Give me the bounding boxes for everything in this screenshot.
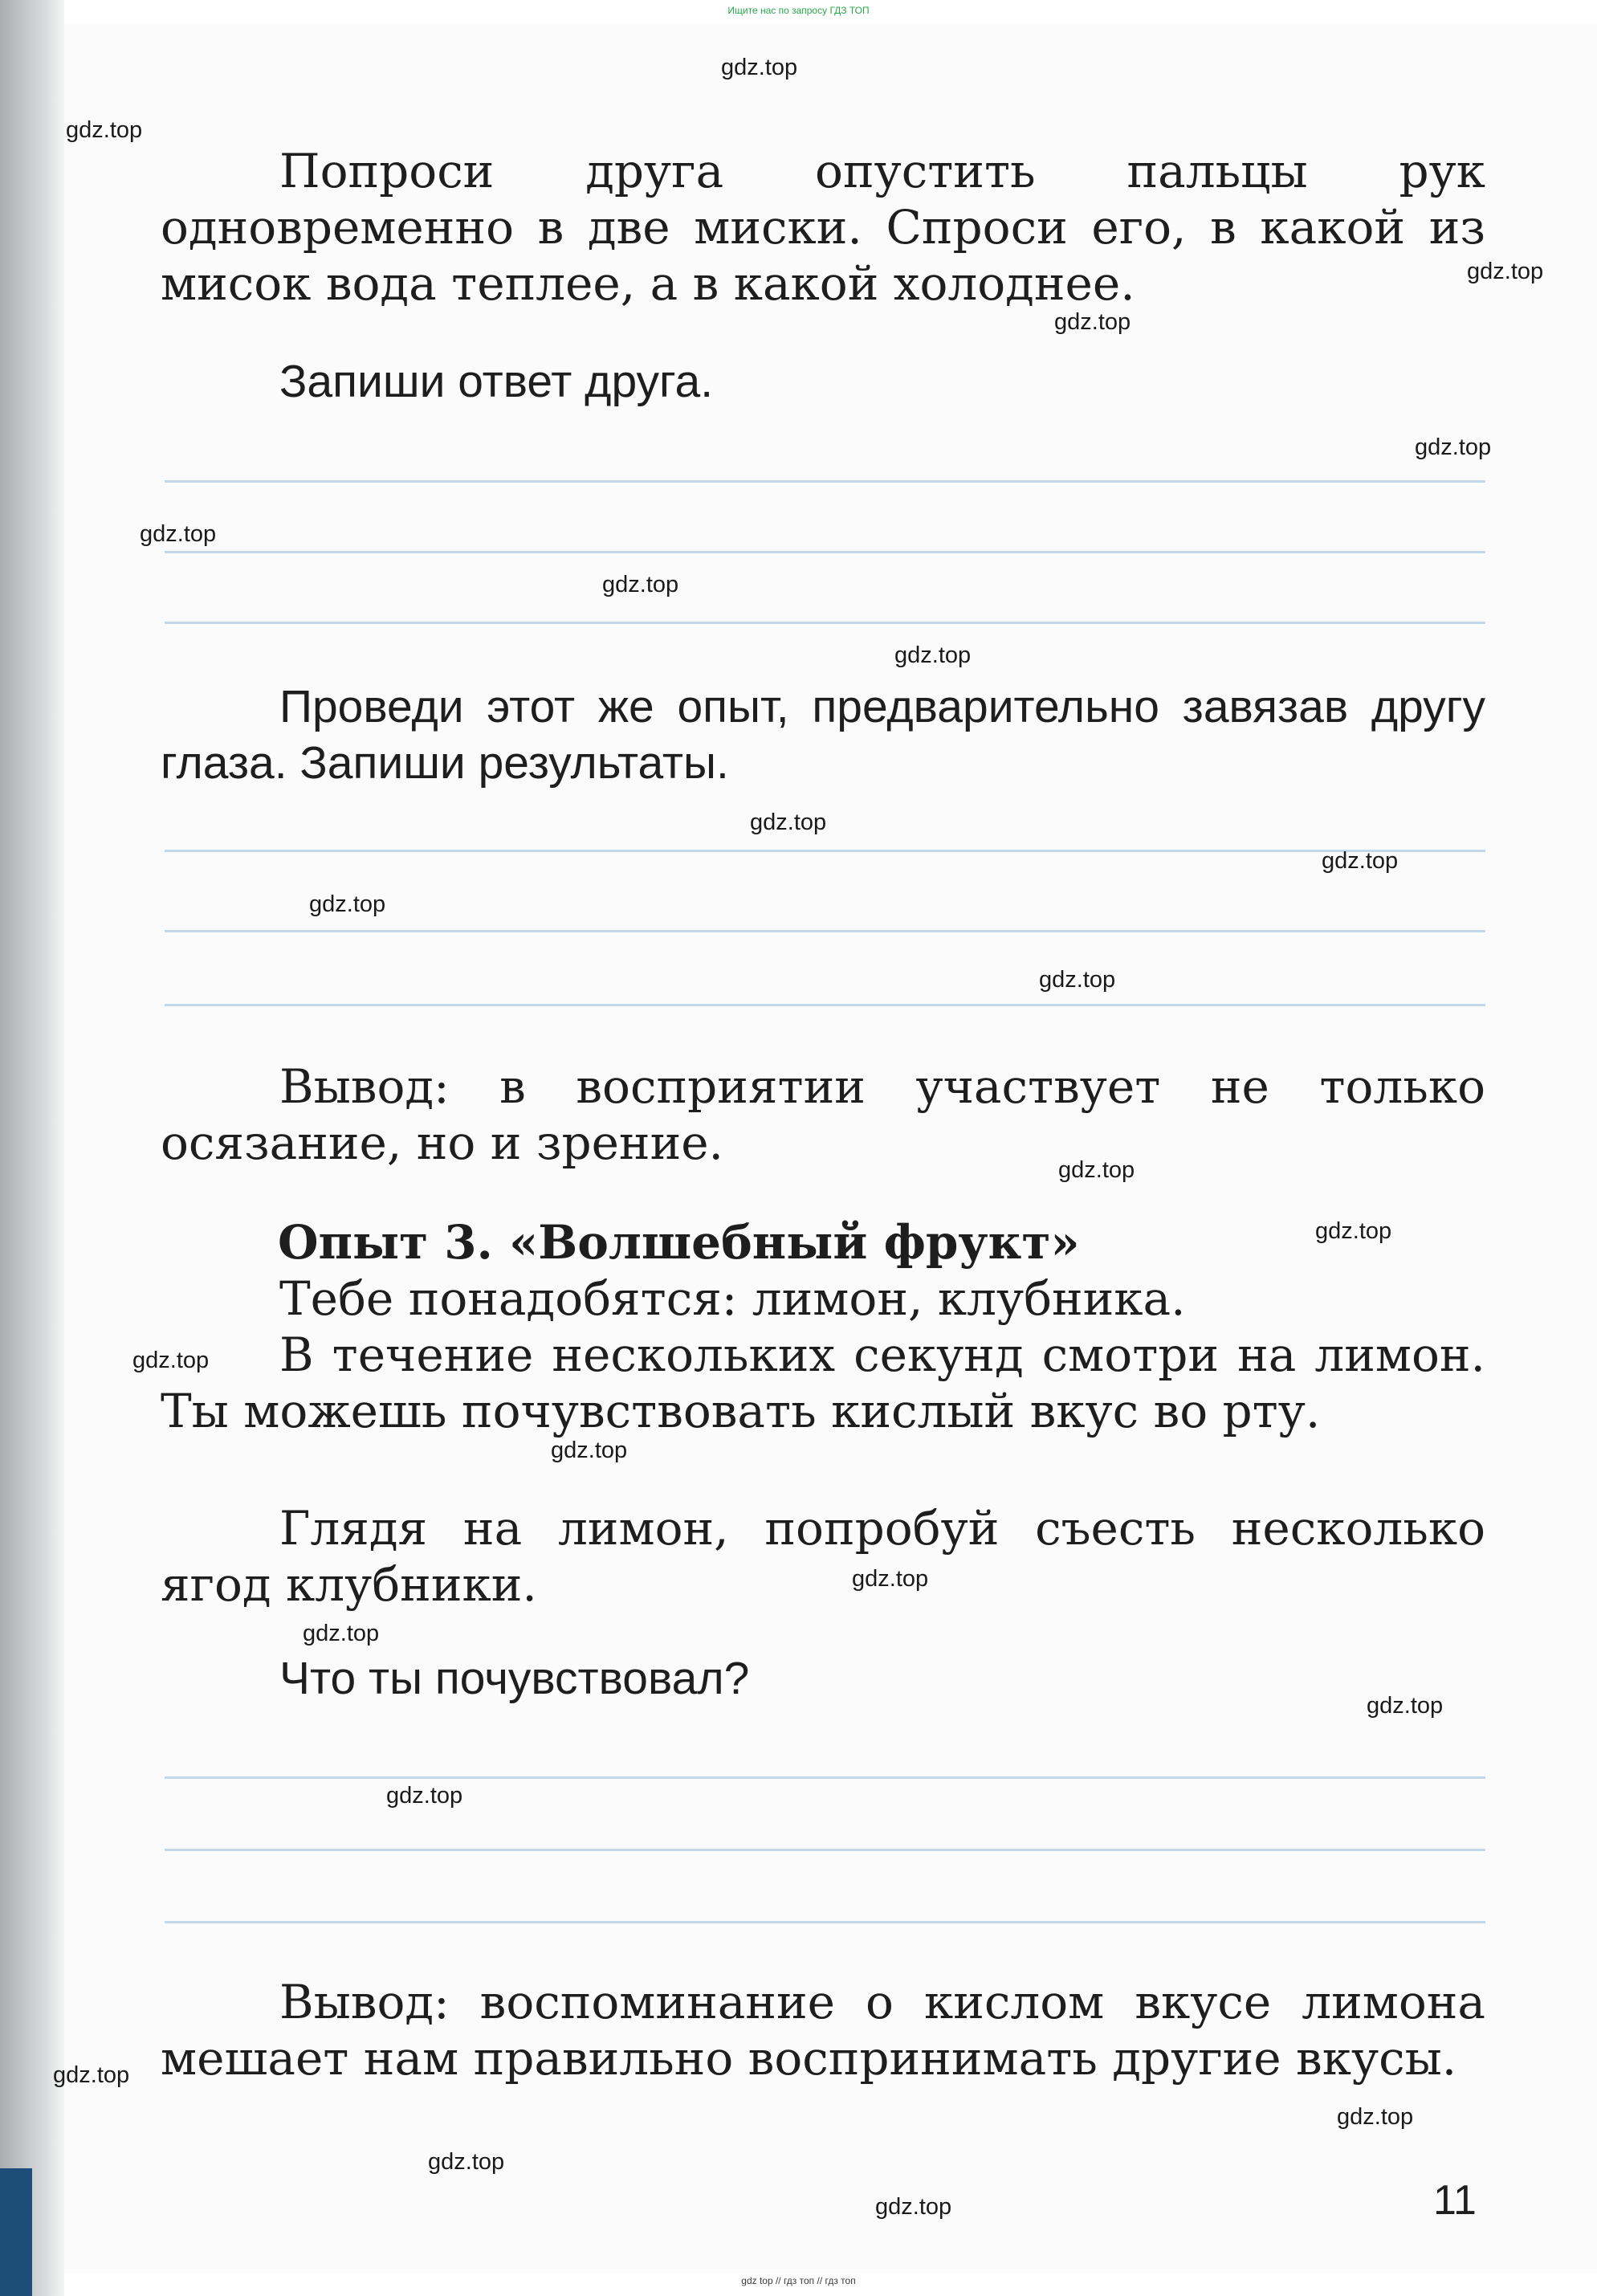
watermark: gdz.top (1337, 2104, 1414, 2130)
watermark: gdz.top (852, 1566, 929, 1592)
watermark: gdz.top (602, 572, 679, 597)
answer-line[interactable] (165, 622, 1485, 624)
conclusion-1: Вывод: в восприятии участвует не только осязание, но и зрение. (161, 1059, 1485, 1170)
answer-line[interactable] (165, 850, 1485, 852)
watermark: gdz.top (1415, 434, 1492, 460)
instruction-look-lemon: В течение нескольких секунд смотри на лимон. Ты можешь почувствовать кислый вкус во рту. (161, 1327, 1485, 1438)
instruction-dip-fingers: Попроси друга опустить пальцы рук одновременно в две миски. Спроси его, в какой из мисок вода теплее, а в какой холоднее. (161, 144, 1485, 311)
answer-line[interactable] (165, 930, 1485, 932)
answer-line[interactable] (165, 480, 1485, 483)
watermark: gdz.top (1058, 1157, 1135, 1183)
materials-needed: Тебе понадобятся: лимон, клубника. (279, 1271, 1186, 1326)
watermark: gdz.top (386, 1783, 463, 1809)
watermark: gdz.top (428, 2149, 505, 2175)
watermark: gdz.top (66, 117, 143, 143)
answer-line[interactable] (165, 1849, 1485, 1851)
watermark: gdz.top (1315, 1218, 1392, 1244)
watermark: gdz.top (303, 1621, 380, 1646)
watermark: gdz.top (1322, 848, 1399, 874)
watermark: gdz.top (53, 2062, 130, 2088)
watermark: gdz.top (140, 521, 217, 547)
watermark: gdz.top (1039, 967, 1116, 993)
answer-line[interactable] (165, 1921, 1485, 1923)
experiment-heading: Опыт 3. «Волшебный фрукт» (278, 1215, 1080, 1270)
watermark: gdz.top (132, 1348, 210, 1373)
top-banner: Ищите нас по запросу ГДЗ ТОП (727, 5, 870, 16)
instruction-write-answer: Запиши ответ друга. (279, 356, 714, 407)
page-number: 11 (1433, 2177, 1477, 2224)
watermark: gdz.top (750, 810, 827, 835)
watermark: gdz.top (721, 55, 798, 80)
question-what-felt: Что ты почувствовал? (279, 1653, 750, 1704)
watermark: gdz.top (1467, 259, 1544, 284)
answer-line[interactable] (165, 551, 1485, 553)
answer-line[interactable] (165, 1004, 1485, 1006)
watermark: gdz.top (309, 891, 386, 917)
watermark: gdz.top (875, 2194, 952, 2220)
watermark: gdz.top (551, 1438, 628, 1463)
answer-line[interactable] (165, 1776, 1485, 1779)
conclusion-2: Вывод: воспоминание о кислом вкусе лимона мешает нам правильно воспринимать другие вкусы. (161, 1975, 1485, 2086)
watermark: gdz.top (1054, 309, 1131, 335)
page-spine-shadow (0, 0, 64, 2296)
instruction-blindfold: Проведи этот же опыт, предварительно завязав другу глаза. Запиши результаты. (161, 681, 1485, 789)
instruction-eat-strawberry: Глядя на лимон, попробуй съесть несколько ягод клубники. (161, 1501, 1485, 1612)
watermark: gdz.top (1367, 1693, 1444, 1719)
bottom-banner: gdz top // гдз топ // гдз топ (741, 2275, 856, 2286)
watermark: gdz.top (894, 642, 972, 668)
